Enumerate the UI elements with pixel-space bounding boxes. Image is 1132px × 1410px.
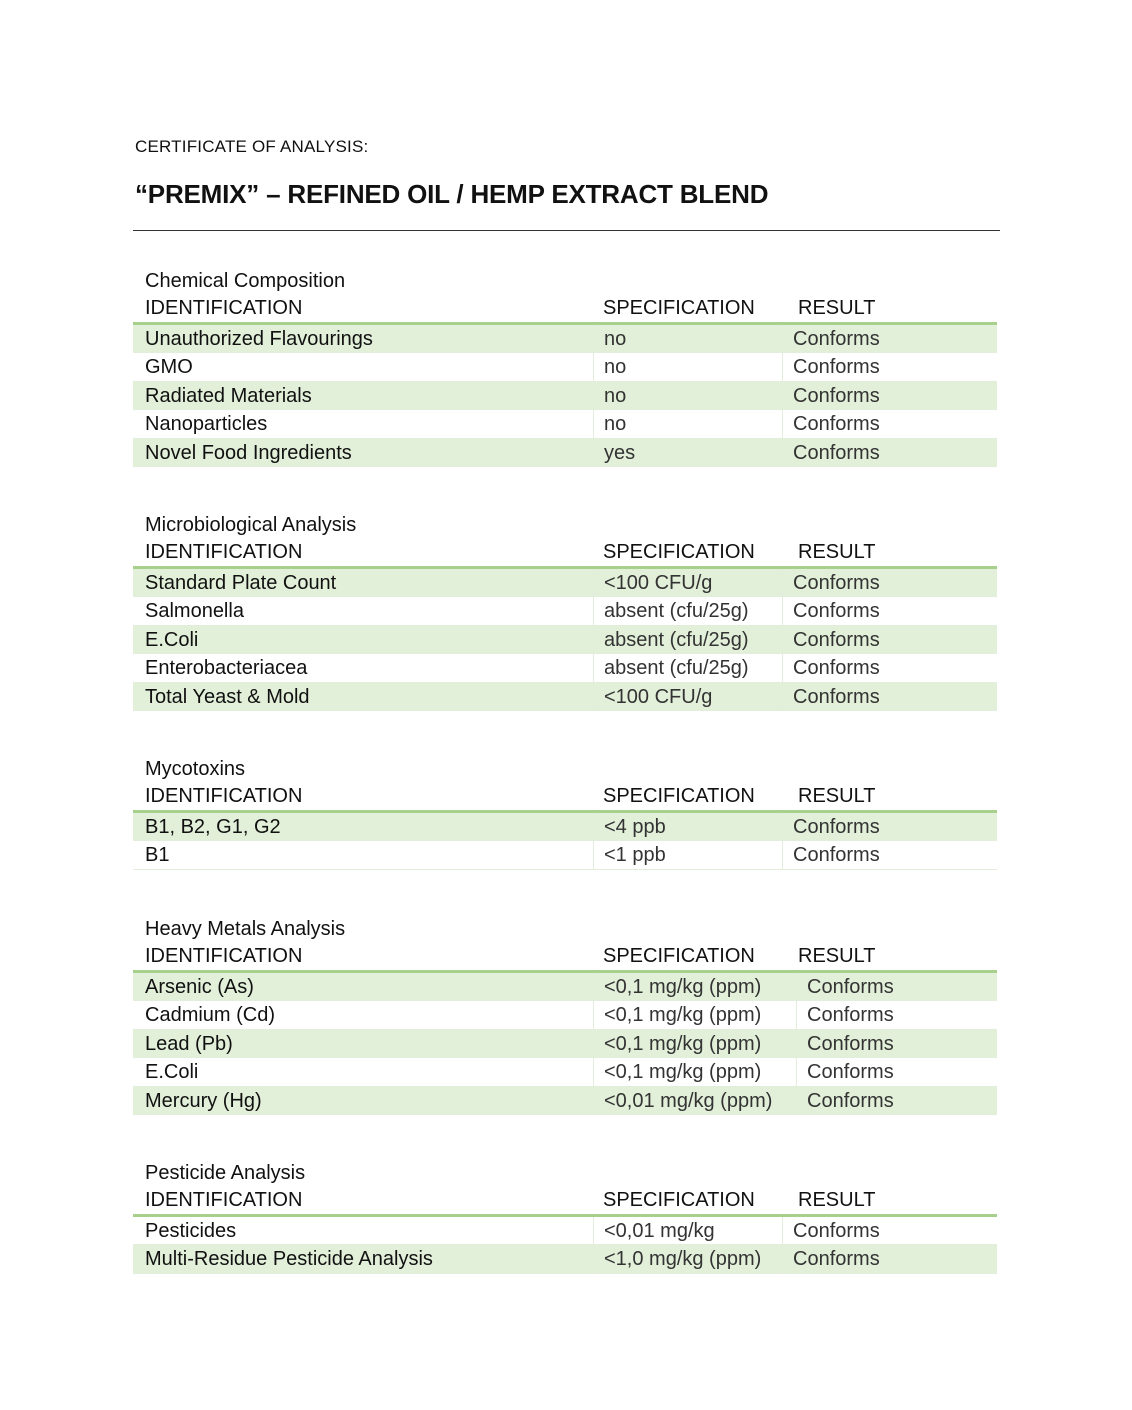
- identification-cell: Cadmium (Cd): [145, 1004, 276, 1027]
- column-header-identification: IDENTIFICATION: [145, 297, 303, 319]
- identification-cell: Multi-Residue Pesticide Analysis: [145, 1248, 433, 1271]
- table-body: [133, 1217, 997, 1274]
- column-header-identification: IDENTIFICATION: [145, 541, 303, 563]
- certificate-label: CERTIFICATE OF ANALYSIS:: [135, 137, 369, 156]
- table-row: [133, 1245, 997, 1273]
- result-cell: Conforms: [782, 1245, 997, 1272]
- table-row: [133, 569, 997, 597]
- identification-cell: Arsenic (As): [145, 976, 254, 998]
- specification-cell: absent (cfu/25g): [593, 626, 782, 653]
- result-cell: Conforms: [782, 353, 997, 380]
- column-header-result: RESULT: [798, 1189, 876, 1211]
- identification-cell: B1: [145, 844, 170, 867]
- column-header-specification: SPECIFICATION: [603, 1189, 755, 1211]
- identification-cell: Standard Plate Count: [145, 572, 337, 594]
- column-header-specification: SPECIFICATION: [603, 945, 755, 967]
- specification-cell: <1 ppb: [593, 841, 782, 868]
- table-row: [133, 1217, 997, 1245]
- table-body: [133, 325, 997, 467]
- result-cell: Conforms: [782, 841, 997, 868]
- identification-cell: Pesticides: [145, 1220, 237, 1242]
- table-row: [133, 683, 997, 711]
- table-row: [133, 382, 997, 410]
- specification-cell: no: [593, 382, 782, 409]
- table-body: [133, 569, 997, 711]
- specification-cell: yes: [593, 439, 782, 466]
- table-body: [133, 973, 997, 1115]
- specification-cell: <0,01 mg/kg (ppm): [593, 1087, 796, 1114]
- table-row: [133, 410, 997, 438]
- result-cell: Conforms: [796, 1030, 997, 1057]
- table-row: [133, 1030, 997, 1058]
- section-title: Pesticide Analysis: [145, 1162, 306, 1184]
- table-row: [133, 813, 997, 841]
- result-cell: Conforms: [796, 973, 997, 1000]
- table-row: [133, 325, 997, 353]
- table-row: [133, 654, 997, 682]
- section-title: Chemical Composition: [145, 270, 346, 292]
- result-cell: Conforms: [782, 569, 997, 596]
- identification-cell: Novel Food Ingredients: [145, 441, 352, 464]
- identification-cell: Lead (Pb): [145, 1032, 233, 1055]
- column-header-result: RESULT: [798, 785, 876, 807]
- result-cell: Conforms: [782, 382, 997, 409]
- column-header-identification: IDENTIFICATION: [145, 785, 303, 807]
- column-header-identification: IDENTIFICATION: [145, 945, 303, 967]
- document-title: “PREMIX” – REFINED OIL / HEMP EXTRACT BLEND: [135, 179, 769, 209]
- specification-cell: no: [593, 353, 782, 380]
- specification-cell: no: [593, 325, 782, 352]
- identification-cell: B1, B2, G1, G2: [145, 816, 281, 838]
- column-header-result: RESULT: [798, 945, 876, 967]
- column-header-result: RESULT: [798, 297, 876, 319]
- result-cell: Conforms: [796, 1001, 997, 1028]
- result-cell: Conforms: [782, 410, 997, 437]
- section-title: Microbiological Analysis: [145, 514, 357, 536]
- table-row: [133, 353, 997, 381]
- identification-cell: Salmonella: [145, 600, 244, 623]
- specification-cell: no: [593, 410, 782, 437]
- table-row: [133, 841, 997, 869]
- column-header-specification: SPECIFICATION: [603, 297, 755, 319]
- specification-cell: <1,0 mg/kg (ppm): [593, 1245, 782, 1272]
- result-cell: Conforms: [782, 597, 997, 624]
- specification-cell: <4 ppb: [593, 813, 782, 840]
- table-row: [133, 973, 997, 1001]
- section-title: Heavy Metals Analysis: [145, 918, 346, 940]
- table-body: [133, 813, 997, 870]
- result-cell: Conforms: [782, 439, 997, 466]
- identification-cell: Total Yeast & Mold: [145, 685, 310, 708]
- specification-cell: <0,1 mg/kg (ppm): [593, 1058, 796, 1085]
- title-divider: [133, 230, 1000, 231]
- identification-cell: Enterobacteriacea: [145, 657, 308, 680]
- column-header-identification: IDENTIFICATION: [145, 1189, 303, 1211]
- result-cell: Conforms: [782, 654, 997, 681]
- identification-cell: E.Coli: [145, 1061, 199, 1084]
- table-row: [133, 1058, 997, 1086]
- section-title: Mycotoxins: [145, 758, 246, 780]
- specification-cell: <0,1 mg/kg (ppm): [593, 973, 796, 1000]
- identification-cell: Unauthorized Flavourings: [145, 328, 373, 350]
- result-cell: Conforms: [782, 626, 997, 653]
- specification-cell: absent (cfu/25g): [593, 597, 782, 624]
- specification-cell: <100 CFU/g: [593, 683, 782, 710]
- result-cell: Conforms: [782, 1217, 997, 1244]
- specification-cell: <100 CFU/g: [593, 569, 782, 596]
- specification-cell: <0,1 mg/kg (ppm): [593, 1001, 796, 1028]
- column-header-result: RESULT: [798, 541, 876, 563]
- column-header-specification: SPECIFICATION: [603, 541, 755, 563]
- identification-cell: GMO: [145, 356, 193, 379]
- table-row: [133, 1087, 997, 1115]
- result-cell: Conforms: [782, 683, 997, 710]
- specification-cell: <0,01 mg/kg: [593, 1217, 782, 1244]
- specification-cell: absent (cfu/25g): [593, 654, 782, 681]
- identification-cell: Mercury (Hg): [145, 1089, 262, 1112]
- result-cell: Conforms: [796, 1087, 997, 1114]
- result-cell: Conforms: [782, 325, 997, 352]
- table-row: [133, 1001, 997, 1029]
- specification-cell: <0,1 mg/kg (ppm): [593, 1030, 796, 1057]
- identification-cell: Nanoparticles: [145, 413, 268, 436]
- identification-cell: E.Coli: [145, 628, 199, 651]
- table-row: [133, 439, 997, 467]
- identification-cell: Radiated Materials: [145, 384, 312, 407]
- table-row: [133, 626, 997, 654]
- result-cell: Conforms: [796, 1058, 997, 1085]
- table-row: [133, 597, 997, 625]
- column-header-specification: SPECIFICATION: [603, 785, 755, 807]
- result-cell: Conforms: [782, 813, 997, 840]
